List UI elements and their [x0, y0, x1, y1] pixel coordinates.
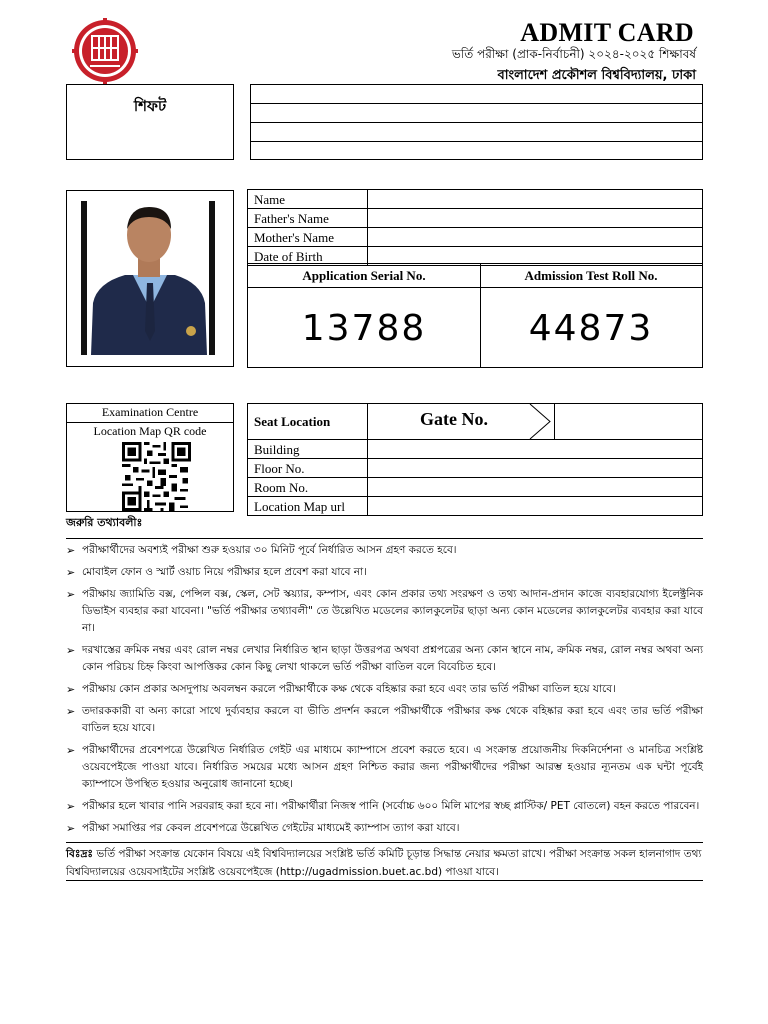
exam-centre-label: Examination Centre [67, 404, 233, 423]
divider [66, 880, 703, 881]
instruction-text: পরীক্ষার্থীদের প্রবেশপত্রে উল্লেখিত নির্ধারিত গেইট এর মাধ্যমে ক্যাম্পাসে প্রবেশ করতে হবে। এ সংক্রান্ত প্রয়োজনীয় দিকনির্দেশনা ও মানচিত্র সংশ্লিষ্ট ওয়েবপেইজে পাওয়া যাবে। নির্ধারিত সময়ের মধ্যে আসন গ্রহণ নিশ্চিত করার জন্য পরীক্ষার্থীদের পরীক্ষা আরম্ভ হওয়ার ন্যূনতম এক ঘন্টা পূর্বেই ক্যাম্পাসে উপস্থিত হওয়ার অনুরোধ জানানো হচ্ছে। [82, 744, 703, 790]
bullet-arrow-icon: ➢ [66, 800, 76, 813]
instruction-text: পরীক্ষায় কোন প্রকার অসদুপায় অবলম্বন করলে পরীক্ষার্থীকে কক্ষ থেকে বহিষ্কার করা হবে এবং তার ভর্তি পরীক্ষা বাতিল হয়ে যাবে। [82, 683, 616, 695]
list-item [66, 703, 703, 737]
shift-line [251, 85, 702, 104]
qr-code-label: Location Map QR code [93, 424, 207, 438]
university-name: বাংলাদেশ প্রকৌশল বিশ্ববিদ্যালয়, ঢাকা [497, 68, 696, 83]
shift-label: শিফট [133, 97, 167, 115]
location-map-label: Location Map url [248, 497, 368, 516]
table-row [248, 478, 703, 497]
instruction-text: দরখাস্তের ক্রমিক নম্বর এবং রোল নম্বর লেখার নির্ধারিত স্থান ছাড়া উত্তরপত্র অথবা প্রশ্নপত্রের অন্য কোন স্থানে নাম, ক্রমিক নম্বর, রোল নম্বর অথবা অন্য কোন পরিচয় চিহ্ন কিংবা আপত্তিকর কোন কিছু লেখা থাকলে ভর্তি পরীক্ষা বাতিল বলে বিবেচিত হবে। [82, 644, 703, 673]
admit-card-title: ADMIT CARD [520, 18, 694, 47]
bullet-arrow-icon: ➢ [66, 588, 76, 601]
instruction-text: পরীক্ষায় জ্যামিতি বক্স, পেন্সিল বক্স, স্কেল, সেট স্কয়্যার, কম্পাস, এবং কোন প্রকার তথ্য সংরক্ষণ ও তথ্য আদান-প্রদান কাজে ব্যবহারযোগ্য ইলেক্ট্রনিক ডিভাইস ব্যবহার করা যাবেনা। "ভর্তি পরীক্ষার তথ্যাবলী" তে উল্লেখিত মডেলের ক্যালকুলেটর ছাড়া অন্য কোন মডেলের ক্যালকুলেটর ব্যবহার করা যাবে না। [82, 588, 703, 634]
building-value [368, 440, 703, 459]
serial-number: 13788 [301, 308, 427, 349]
instruction-text: তদারককারী বা অন্য কারো সাথে দুর্ব্যবহার করলে বা ভীতি প্রদর্শন করলে পরীক্ষার্থীকে পরীক্ষার কক্ষ থেকে বহিষ্কার করা হবে এবং তার ভর্তি পরীক্ষা বাতিল হয়ে যাবে। [82, 705, 703, 734]
exam-subtitle: ভর্তি পরীক্ষা (প্রাক-নির্বাচনী) ২০২৪-২০২৫ শিক্ষাবর্ষ [451, 47, 696, 61]
gate-label: Gate No. [420, 409, 488, 429]
candidate-photo [67, 191, 233, 366]
table-row [248, 190, 703, 209]
room-label: Room No. [248, 478, 368, 497]
bullet-arrow-icon: ➢ [66, 544, 76, 557]
mother-name-value [368, 228, 703, 247]
list-item [66, 798, 703, 815]
roll-number: 44873 [528, 308, 654, 349]
shift-line [251, 104, 702, 123]
university-logo [72, 18, 138, 84]
qr-code[interactable] [121, 442, 192, 511]
gate-cell [368, 404, 555, 440]
footer-note-text: ভর্তি পরীক্ষা সংক্রান্ত যেকোন বিষয়ে এই বিশ্ববিদ্যালয়ের সংশ্লিষ্ট ভর্তি কমিটি চূড়ান্ত সিদ্ধান্ত নেয়ার ক্ষমতা রাখে। পরীক্ষা সংক্রান্ত সকল হালনাগাদ তথ্য বিশ্ববিদ্যালয়ের ওয়েবসাইটের সংশ্লিষ্ট ওয়েবপেইজে (http://ugadmission.buet.ac.bd) পাওয়া যাবে। [66, 848, 702, 878]
name-value [368, 190, 703, 209]
gate-value [555, 404, 703, 440]
bullet-arrow-icon: ➢ [66, 683, 76, 696]
location-map-url[interactable] [368, 497, 703, 516]
instruction-text: পরীক্ষার হলে খাবার পানি সরবরাহ করা হবে না। পরীক্ষার্থীরা নিজস্ব পানি (সর্বোচ্চ ৬০০ মিলি মাপের স্বচ্ছ প্লাস্টিক/ PET বোতলে) বহন করতে পারবেন। [82, 800, 700, 812]
bullet-arrow-icon: ➢ [66, 822, 76, 835]
list-item [66, 742, 703, 793]
mother-name-label: Mother's Name [248, 228, 368, 247]
building-label: Building [248, 440, 368, 459]
shift-info-lines [250, 84, 703, 160]
instruction-text: পরীক্ষা সমাপ্তির পর কেবল প্রবেশপত্রে উল্লেখিত গেইটের মাধ্যমেই ক্যাম্পাস ত্যাগ করা যাবে। [82, 822, 460, 834]
name-label: Name [248, 190, 368, 209]
roll-section [480, 264, 702, 367]
bullet-arrow-icon: ➢ [66, 705, 76, 718]
footer-note-label: বিঃদ্রঃ [66, 848, 94, 860]
divider [66, 538, 703, 539]
bullet-arrow-icon: ➢ [66, 644, 76, 657]
table-row [248, 459, 703, 478]
instruction-text: মোবাইল ফোন ও স্মার্ট ওয়াচ নিয়ে পরীক্ষার হলে প্রবেশ করা যাবে না। [82, 566, 367, 578]
list-item [66, 586, 703, 637]
list-item [66, 681, 703, 698]
father-name-value [368, 209, 703, 228]
seat-location-table [247, 403, 703, 516]
roll-label: Admission Test Roll No. [480, 264, 702, 288]
table-row [248, 209, 703, 228]
list-item [66, 564, 703, 581]
dob-label: Date of Birth [248, 247, 368, 266]
room-value [368, 478, 703, 497]
floor-label: Floor No. [248, 459, 368, 478]
shift-line [251, 123, 702, 142]
serial-section [248, 264, 481, 367]
candidate-photo-frame [66, 190, 234, 367]
bullet-arrow-icon: ➢ [66, 566, 76, 579]
instructions-list [66, 542, 703, 842]
serial-roll-box [247, 263, 703, 368]
candidate-info-table [247, 189, 703, 266]
table-row [248, 228, 703, 247]
table-row [248, 404, 703, 440]
floor-value [368, 459, 703, 478]
shift-box [66, 84, 234, 160]
exam-centre-qr-box [66, 403, 234, 512]
divider [66, 842, 703, 843]
list-item [66, 642, 703, 676]
table-row [248, 497, 703, 516]
footer-note [66, 845, 703, 881]
table-row [248, 440, 703, 459]
bullet-arrow-icon: ➢ [66, 744, 76, 757]
seat-location-label: Seat Location [248, 404, 368, 440]
shift-line [251, 142, 702, 161]
important-info-heading: জরুরি তথ্যাবলীঃ [66, 516, 143, 529]
father-name-label: Father's Name [248, 209, 368, 228]
instruction-text: পরীক্ষার্থীদের অবশ্যই পরীক্ষা শুরু হওয়ার ৩০ মিনিট পূর্বে নির্ধারিত আসন গ্রহণ করতে হবে। [82, 544, 457, 556]
serial-label: Application Serial No. [248, 264, 480, 288]
list-item [66, 820, 703, 837]
list-item [66, 542, 703, 559]
